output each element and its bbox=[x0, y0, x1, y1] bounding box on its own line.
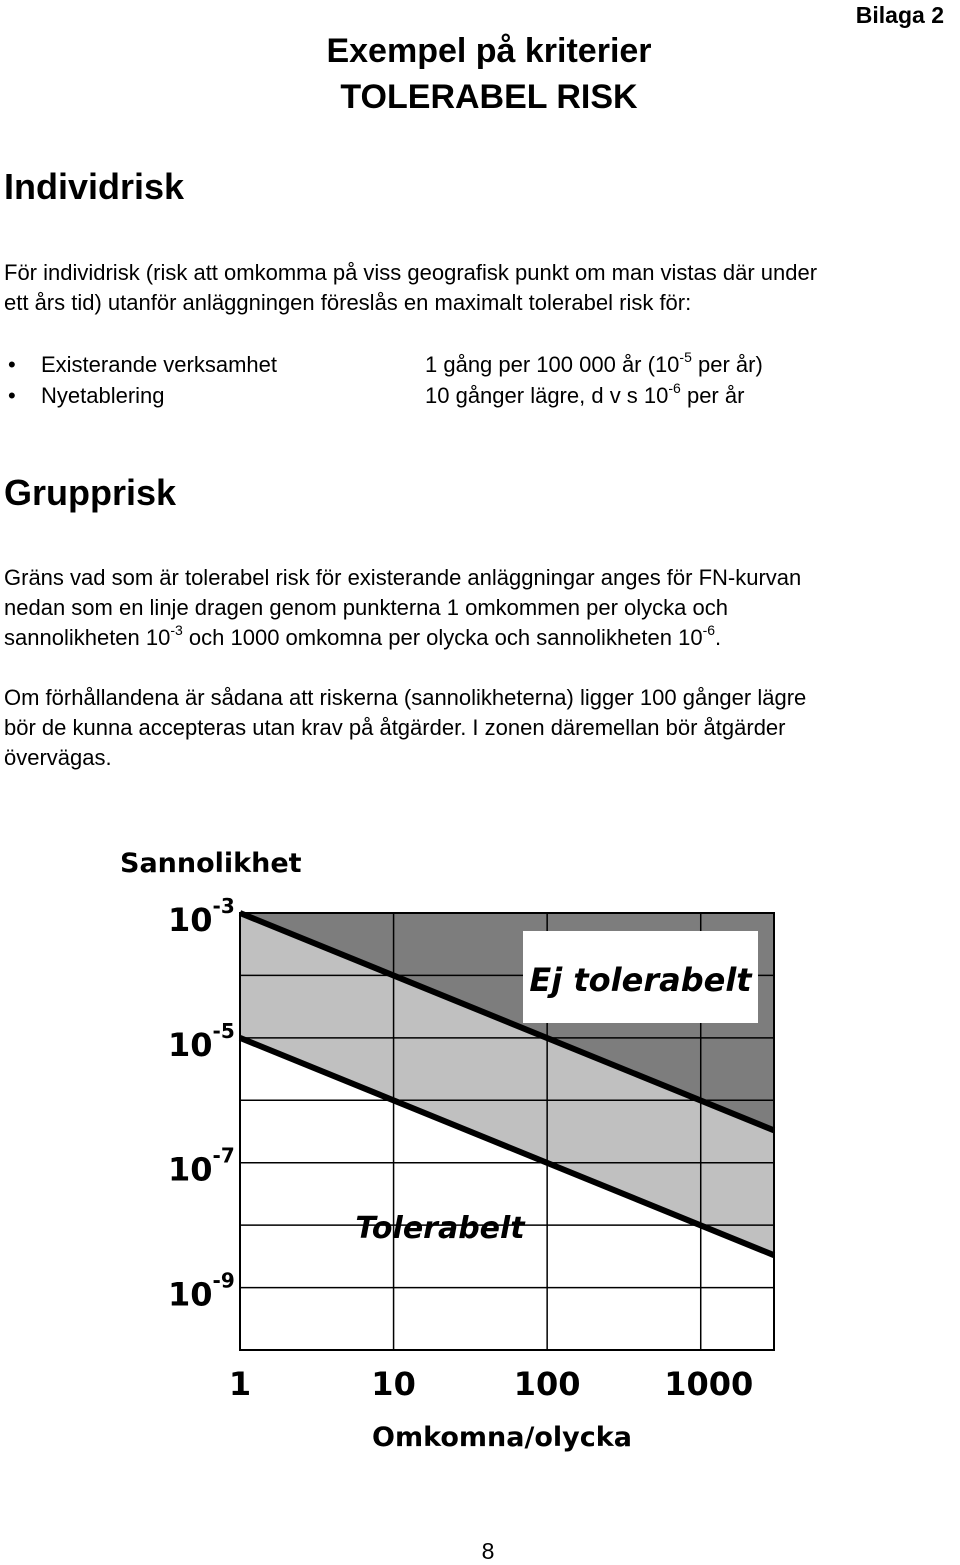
page-title-line2: TOLERABEL RISK bbox=[340, 78, 638, 116]
x-tick-label: 1 bbox=[228, 1365, 252, 1403]
x-tick-label: 10 bbox=[371, 1365, 416, 1403]
criterion-value: 1 gång per 100 000 år ($10^{-5}$ per år) bbox=[425, 348, 763, 377]
bullet-icon: • bbox=[8, 352, 16, 377]
group-paragraph2-line1: Om förhållandena är sådana att riskerna (sannolikheterna) ligger 100 gånger lägre bbox=[4, 685, 807, 710]
group-risk-heading: Grupprisk bbox=[4, 472, 177, 513]
criterion-value: 10 gånger lägre, d v s $10^{-6}$ per år bbox=[425, 379, 745, 408]
group-paragraph1-line3: sannolikheten $10^{-3}$ och 1000 omkomna per olycka och sannolikheten $10^{-6}$. bbox=[4, 621, 722, 650]
bullet-icon: • bbox=[8, 383, 16, 408]
x-tick-label: 100 bbox=[513, 1365, 581, 1403]
y-tick-label: $10^{-3}$ bbox=[168, 894, 235, 939]
appendix-label: Bilaga 2 bbox=[855, 2, 944, 28]
region-label-tolerable: Tolerabelt bbox=[355, 1211, 525, 1246]
y-tick-label: $10^{-5}$ bbox=[168, 1018, 235, 1064]
page-number: 8 bbox=[481, 1538, 495, 1564]
criterion-label: Nyetablering bbox=[41, 383, 165, 408]
group-paragraph2-line2: bör de kunna accepteras utan krav på åtgärder. I zonen däremellan bör åtgärder bbox=[4, 715, 786, 740]
individual-risk-heading: Individrisk bbox=[4, 166, 185, 207]
group-paragraph2-line3: övervägas. bbox=[4, 745, 112, 770]
y-axis-title: Sannolikhet bbox=[120, 848, 302, 879]
individual-intro-line2: ett års tid) utanför anläggningen föreslås en maximalt tolerabel risk för: bbox=[4, 290, 692, 315]
page-title-line1: Exempel på kriterier bbox=[326, 32, 652, 70]
group-paragraph1-line1: Gräns vad som är tolerabel risk för existerande anläggningar anges för FN-kurvan bbox=[4, 565, 802, 590]
y-tick-label: $10^{-7}$ bbox=[168, 1143, 235, 1189]
criterion-label: Existerande verksamhet bbox=[41, 352, 277, 377]
x-tick-label: 1000 bbox=[664, 1365, 754, 1403]
individual-intro-line1: För individrisk (risk att omkomma på viss geografisk punkt om man vistas där under bbox=[4, 260, 818, 285]
y-tick-label: $10^{-9}$ bbox=[168, 1268, 235, 1314]
x-axis-title: Omkomna/olycka bbox=[372, 1422, 632, 1453]
group-paragraph1-line2: nedan som en linje dragen genom punkterna 1 omkommen per olycka och bbox=[4, 595, 728, 620]
region-label-not-tolerable: Ej tolerabelt bbox=[529, 961, 752, 999]
